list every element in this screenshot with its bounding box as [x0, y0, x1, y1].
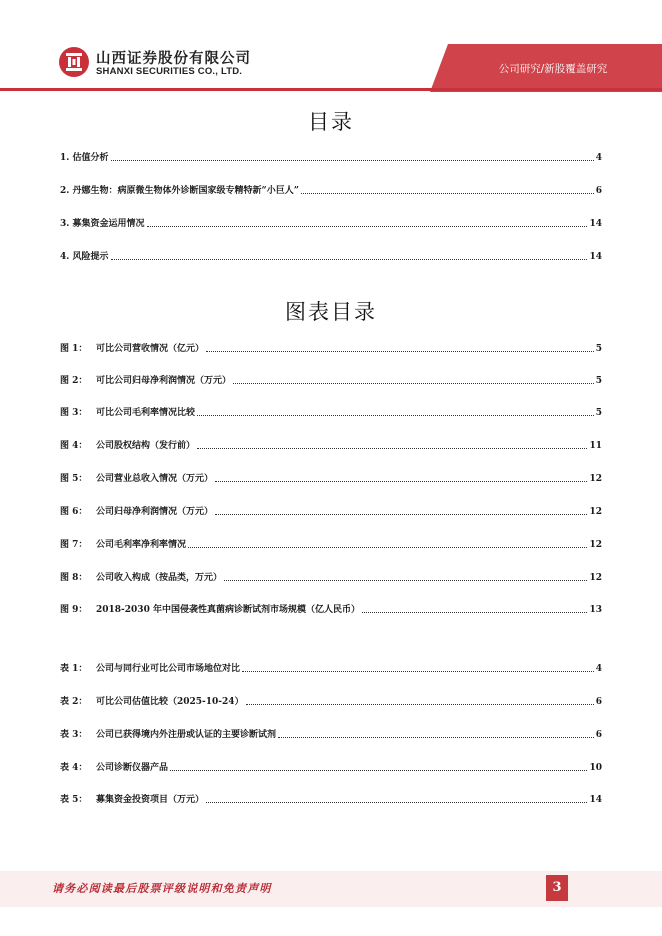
- entry-page-number: 5: [595, 376, 602, 386]
- entry-label: 可比公司估值比较（2025-10-24）: [96, 697, 244, 707]
- entry-label: 公司诊断仪器产品: [96, 763, 169, 773]
- toc-entry[interactable]: [60, 183, 602, 197]
- entry-page-number: 10: [589, 763, 602, 773]
- dot-leader: [111, 259, 588, 260]
- footer-disclaimer[interactable]: 请务必阅读最后股票评级说明和免责声明: [52, 882, 272, 895]
- toc-entry[interactable]: [60, 249, 602, 263]
- entry-label: 风险提示: [72, 252, 109, 262]
- entry-page-number: 6: [595, 730, 602, 740]
- dot-leader: [246, 704, 594, 705]
- dot-leader: [362, 612, 588, 613]
- entry-page-number: 14: [589, 219, 602, 229]
- entry-number: 图 9：: [60, 605, 88, 615]
- entry-page-number: 5: [595, 344, 602, 354]
- entry-number: 图 1：: [60, 344, 88, 354]
- company-name-cn: 山西证券股份有限公司: [96, 51, 251, 67]
- chart-toc-entry[interactable]: [60, 504, 602, 518]
- entry-number: 1.: [60, 153, 70, 163]
- page-number: 3: [546, 875, 568, 901]
- entry-page-number: 12: [589, 474, 602, 484]
- entry-number: 图 5：: [60, 474, 88, 484]
- chart-toc-entry[interactable]: [60, 602, 602, 616]
- entry-label: 公司毛利率净利率情况: [96, 540, 187, 550]
- entry-label: 募集资金投资项目（万元）: [96, 795, 205, 805]
- toc-entry[interactable]: [60, 150, 602, 164]
- entry-number: 图 8：: [60, 573, 88, 583]
- page-header: [0, 0, 662, 92]
- chart-toc-entry[interactable]: [60, 570, 602, 584]
- entry-number: 图 4：: [60, 441, 88, 451]
- entry-page-number: 6: [595, 186, 602, 196]
- chart-toc-entry[interactable]: [60, 471, 602, 485]
- dot-leader: [301, 193, 594, 194]
- entry-page-number: 14: [589, 252, 602, 262]
- dot-leader: [206, 802, 587, 803]
- entry-page-number: 4: [595, 153, 602, 163]
- company-name-en: SHANXI SECURITIES CO., LTD.: [96, 66, 243, 77]
- entry-number: 图 7：: [60, 540, 88, 550]
- dot-leader: [242, 671, 594, 672]
- entry-label: 公司营业总收入情况（万元）: [96, 474, 214, 484]
- chart-toc-entry[interactable]: [60, 405, 602, 419]
- toc-entry[interactable]: [60, 216, 602, 230]
- charts-toc-title: 图表目录: [285, 300, 377, 324]
- entry-page-number: 4: [595, 664, 602, 674]
- entry-page-number: 12: [589, 573, 602, 583]
- entry-page-number: 12: [589, 507, 602, 517]
- dot-leader: [215, 514, 587, 515]
- company-logo-icon: [58, 46, 90, 78]
- entry-label: 丹娜生物：病原微生物体外诊断国家级专精特新“小巨人”: [72, 186, 299, 196]
- header-divider: [0, 88, 662, 91]
- entry-number: 图 6：: [60, 507, 88, 517]
- entry-label: 募集资金运用情况: [72, 219, 145, 229]
- entry-number: 图 2：: [60, 376, 88, 386]
- chart-toc-entry[interactable]: [60, 661, 602, 675]
- entry-number: 表 5：: [60, 795, 88, 805]
- entry-number: 2.: [60, 186, 70, 196]
- entry-label: 公司收入构成（按品类，万元）: [96, 573, 223, 583]
- chart-toc-entry[interactable]: [60, 438, 602, 452]
- toc-title: 目录: [308, 110, 354, 134]
- entry-number: 表 4：: [60, 763, 88, 773]
- dot-leader: [233, 383, 594, 384]
- entry-label: 公司归母净利润情况（万元）: [96, 507, 214, 517]
- entry-number: 图 3：: [60, 408, 88, 418]
- entry-label: 公司与同行业可比公司市场地位对比: [96, 664, 241, 674]
- dot-leader: [206, 351, 594, 352]
- dot-leader: [224, 580, 587, 581]
- entry-label: 公司股权结构（发行前）: [96, 441, 196, 451]
- dot-leader: [197, 448, 587, 449]
- entry-page-number: 13: [589, 605, 602, 615]
- report-category: 公司研究/新股覆盖研究: [498, 63, 608, 75]
- chart-toc-entry[interactable]: [60, 760, 602, 774]
- chart-toc-entry[interactable]: [60, 341, 602, 355]
- dot-leader: [197, 415, 594, 416]
- dot-leader: [111, 160, 594, 161]
- dot-leader: [215, 481, 587, 482]
- entry-page-number: 14: [589, 795, 602, 805]
- entry-number: 表 3：: [60, 730, 88, 740]
- entry-number: 表 1：: [60, 664, 88, 674]
- dot-leader: [147, 226, 588, 227]
- chart-toc-entry[interactable]: [60, 727, 602, 741]
- entry-number: 3.: [60, 219, 70, 229]
- dot-leader: [188, 547, 587, 548]
- entry-label: 估值分析: [72, 153, 109, 163]
- chart-toc-entry[interactable]: [60, 694, 602, 708]
- chart-toc-entry[interactable]: [60, 537, 602, 551]
- entry-label: 可比公司归母净利润情况（万元）: [96, 376, 232, 386]
- chart-toc-entry[interactable]: [60, 373, 602, 387]
- entry-number: 表 2：: [60, 697, 88, 707]
- entry-page-number: 6: [595, 697, 602, 707]
- entry-page-number: 5: [595, 408, 602, 418]
- entry-page-number: 12: [589, 540, 602, 550]
- dot-leader: [278, 737, 594, 738]
- entry-label: 公司已获得境内外注册或认证的主要诊断试剂: [96, 730, 277, 740]
- entry-label: 可比公司营收情况（亿元）: [96, 344, 205, 354]
- entry-label: 可比公司毛利率情况比较: [96, 408, 196, 418]
- entry-label: 2018-2030 年中国侵袭性真菌病诊断试剂市场规模（亿人民币）: [96, 605, 360, 615]
- chart-toc-entry[interactable]: [60, 792, 602, 806]
- entry-number: 4.: [60, 252, 70, 262]
- header-red-band: [0, 0, 662, 92]
- dot-leader: [170, 770, 587, 771]
- entry-page-number: 11: [589, 441, 602, 451]
